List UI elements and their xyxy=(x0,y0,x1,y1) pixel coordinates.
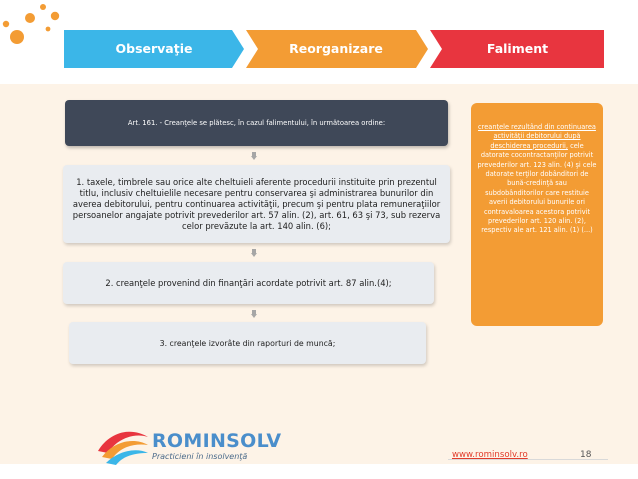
decorative-dots-icon xyxy=(0,0,70,56)
brand-tagline: Practicieni în insolvenţă xyxy=(152,452,248,461)
priority-item-3-text: 3. creanţele izvorâte din raporturi de muncă; xyxy=(159,338,336,348)
brand-name: ROMINSOLV xyxy=(152,430,282,452)
side-note-underlined: creanţele rezultând din continuarea activităţii debitorului după deschiderea procedurii, xyxy=(478,123,596,150)
side-note-text: cele datorate cocontractanţilor potrivit prevederilor art. 123 alin. (4) şi cele datorate terţilor dobânditori de bună-credinţă sau subdobânditorilor care restituie averii debitorului bunurile ori contravaloarea acestora potrivit prevederilor art. 120 alin. (2), respectiv ale art. 121 alin. (1) (...) xyxy=(477,141,597,235)
priority-item-3 xyxy=(69,322,426,364)
priority-item-1 xyxy=(63,165,450,243)
side-note-box xyxy=(471,103,603,326)
step-faliment[interactable]: Faliment xyxy=(486,41,549,56)
priority-item-2-text: 2. creanţele provenind din finanţări acordate potrivit art. 87 alin.(4); xyxy=(105,278,392,288)
article-title-box xyxy=(65,100,448,146)
article-title-text: Art. 161. - Creanţele se plătesc, în cazul falimentului, în următoarea ordine: xyxy=(127,119,386,127)
step-observatie[interactable]: Observaţie xyxy=(115,41,193,56)
down-arrow-icon xyxy=(251,249,257,257)
priority-item-2 xyxy=(63,262,434,304)
page-number: 18 xyxy=(580,450,592,460)
step-reorganizare[interactable]: Reorganizare xyxy=(289,41,383,56)
down-arrow-icon xyxy=(251,152,257,160)
website-link[interactable]: www.rominsolv.ro xyxy=(452,450,528,460)
priority-item-1-text: 1. taxele, timbrele sau orice alte cheltuieli aferente procedurii instituite prin prezentul titlu, inclusiv cheltuielile necesare pentru conservarea şi administrarea bunurilor din averea debitorului, pentru continuarea activităţii, precum şi pentru plata remuneraţiilor persoanelor angajate potrivit prevederilor art. 57 alin. (2), art. 61, 63 şi 73, sub rezerva celor prevăzute la art. 140 alin. (6); xyxy=(72,176,441,231)
down-arrow-icon xyxy=(251,310,257,318)
